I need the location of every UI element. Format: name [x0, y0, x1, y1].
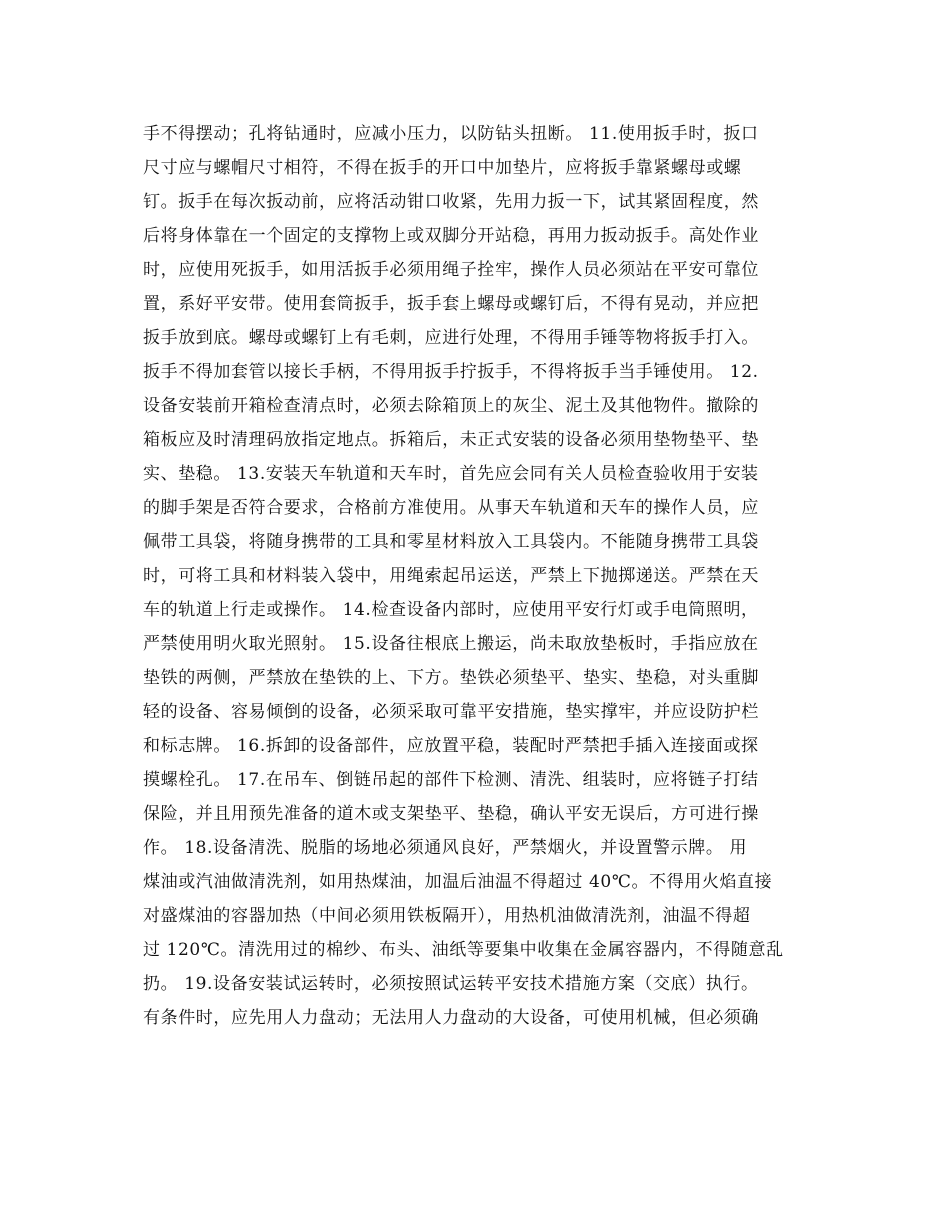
- text-line: 设备安装前开箱检查清点时，必须去除箱顶上的灰尘、泥土及其他物件。撤除的: [143, 396, 759, 416]
- text-line: 佩带工具袋，将随身携带的工具和零星材料放入工具袋内。不能随身携带工具袋: [143, 532, 759, 552]
- text-line: 时，应使用死扳手，如用活扳手必须用绳子拴牢，操作人员必须站在平安可靠位: [143, 260, 759, 280]
- text-line: 摸螺栓孔。 17.在吊车、倒链吊起的部件下检测、清洗、组装时，应将链子打结: [143, 770, 759, 790]
- text-line: 垫铁的两侧，严禁放在垫铁的上、下方。垫铁必须垫平、垫实、垫稳，对头重脚: [143, 668, 759, 688]
- text-line: 实、垫稳。 13.安装天车轨道和天车时，首先应会同有关人员检查验收用于安装: [143, 464, 759, 484]
- text-line: 扔。 19.设备安装试运转时，必须按照试运转平安技术措施方案（交底）执行。: [143, 974, 759, 994]
- text-line: 轻的设备、容易倾倒的设备，必须采取可靠平安措施，垫实撑牢，并应设防护栏: [143, 702, 759, 722]
- text-line: 手不得摆动；孔将钻通时，应减小压力，以防钻头扭断。 11.使用扳手时，扳口: [143, 124, 759, 144]
- text-line: 严禁使用明火取光照射。 15.设备往根底上搬运，尚未取放垫板时，手指应放在: [143, 634, 759, 654]
- text-line: 保险，并且用预先准备的道木或支架垫平、垫稳，确认平安无误后，方可进行操: [143, 804, 759, 824]
- text-line: 尺寸应与螺帽尺寸相符，不得在扳手的开口中加垫片，应将扳手靠紧螺母或螺: [143, 158, 742, 178]
- text-line: 扳手不得加套管以接长手柄，不得用扳手拧扳手，不得将扳手当手锤使用。 12.: [143, 362, 759, 382]
- text-line: 后将身体靠在一个固定的支撑物上或双脚分开站稳，再用力扳动扳手。高处作业: [143, 226, 759, 246]
- text-line: 对盛煤油的容器加热（中间必须用铁板隔开），用热机油做清洗剂，油温不得超: [143, 906, 751, 926]
- text-line: 钉。扳手在每次扳动前，应将活动钳口收紧，先用力扳一下，试其紧固程度，然: [143, 192, 759, 212]
- text-line: 作。 18.设备清洗、脱脂的场地必须通风良好，严禁烟火，并设置警示牌。 用: [143, 838, 748, 858]
- text-line: 有条件时，应先用人力盘动；无法用人力盘动的大设备，可使用机械，但必须确: [143, 1008, 759, 1028]
- text-line: 时，可将工具和材料装入袋中，用绳索起吊运送，严禁上下抛掷递送。严禁在天: [143, 566, 759, 586]
- text-line: 的脚手架是否符合要求，合格前方准使用。从事天车轨道和天车的操作人员，应: [143, 498, 759, 518]
- text-line: 煤油或汽油做清洗剂，如用热煤油，加温后油温不得超过 40℃。不得用火焰直接: [143, 872, 773, 892]
- body-text: [143, 117, 808, 1035]
- text-line: 和标志牌。 16.拆卸的设备部件，应放置平稳，装配时严禁把手插入连接面或探: [143, 736, 759, 756]
- text-line: 箱板应及时清理码放指定地点。拆箱后，未正式安装的设备必须用垫物垫平、垫: [143, 430, 759, 450]
- text-line: 扳手放到底。螺母或螺钉上有毛刺，应进行处理，不得用手锤等物将扳手打入。: [143, 328, 759, 348]
- text-line: 车的轨道上行走或操作。 14.检查设备内部时，应使用平安行灯或手电筒照明，: [143, 600, 759, 620]
- text-line: 置，系好平安带。使用套筒扳手，扳手套上螺母或螺钉后，不得有晃动，并应把: [143, 294, 759, 314]
- text-line: 过 120℃。清洗用过的棉纱、布头、油纸等要集中收集在金属容器内，不得随意乱: [143, 940, 784, 960]
